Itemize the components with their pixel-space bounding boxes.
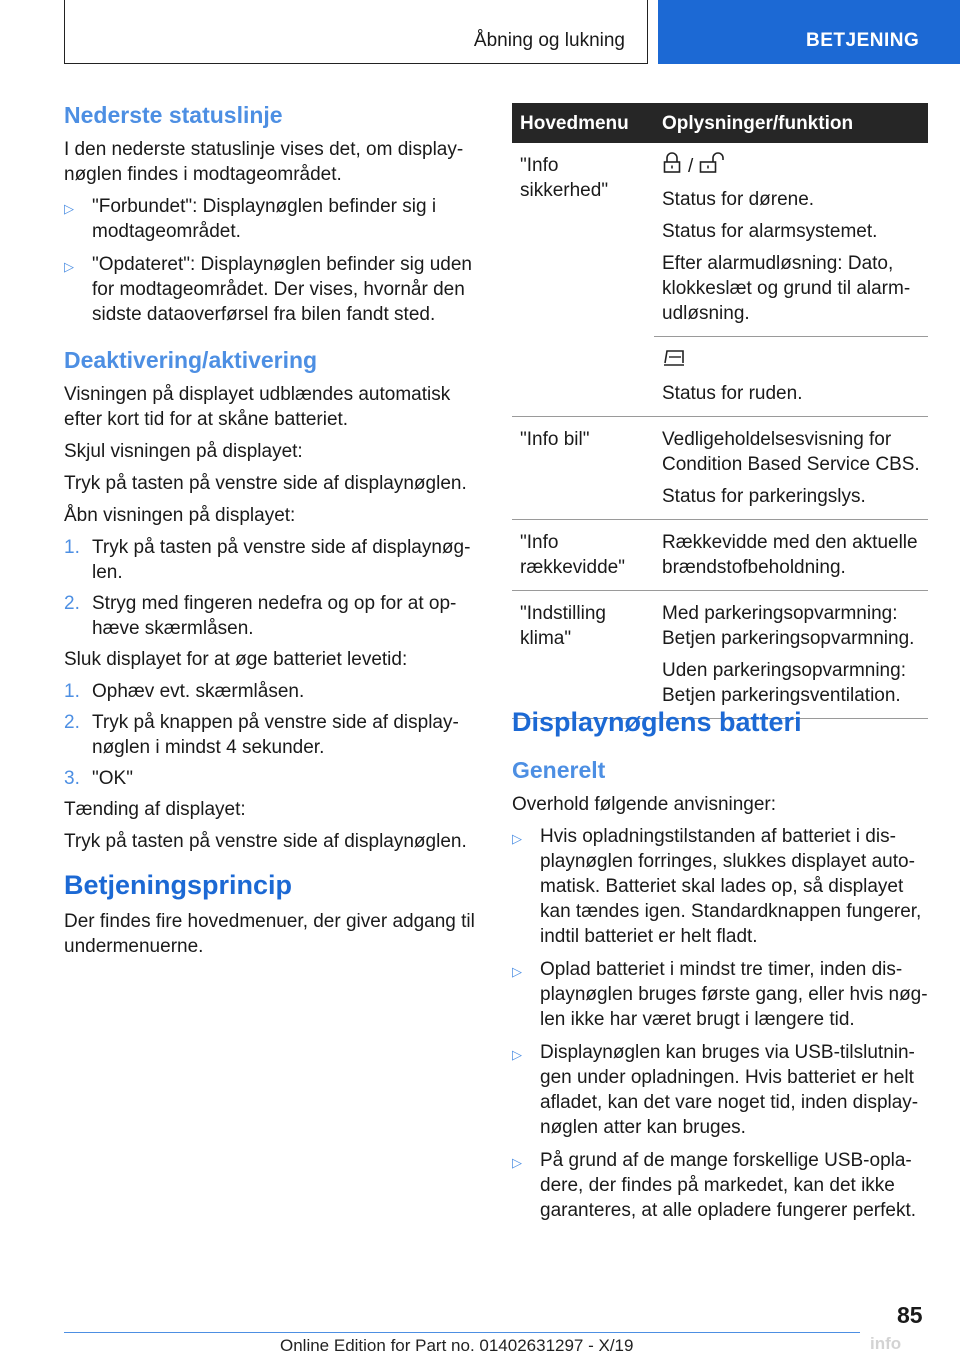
table-row	[512, 520, 928, 591]
table-row	[512, 417, 928, 520]
chapter-title: Åbning og lukning	[473, 30, 625, 51]
paragraph: Tryk på tasten på venstre side af displaynøglen.	[64, 831, 467, 852]
step-item: 1. Tryk på tasten på venstre side af displaynøg-len.	[64, 537, 471, 583]
table-row	[512, 143, 928, 337]
lock-open-icon	[699, 152, 725, 181]
table-cell: "Info rækkevidde"	[512, 520, 654, 591]
paragraph: Visningen på displayet udblændes automatisk efter kort tid for at skåne batteriet.	[64, 384, 451, 430]
table-cell: Med parkeringsopvarmning: Betjen parkeringsopvarmning. Uden parkeringsopvarmning: Betjen parkeringsventilation.	[654, 591, 928, 719]
bullet-item: ▷ "Opdateret": Displaynøglen befinder sig uden for modtageområdet. Der vises, hvornår den sidste dataoverførsel fra bilen fandt sted.	[64, 254, 472, 325]
bullet-item: ▷ Oplad batteriet i mindst tre timer, inden dis-playnøglen bruges første gang, eller hvis nøg-len ikke har været brugt i længere tid.	[512, 959, 928, 1030]
step-item: 1. Ophæv evt. skærmlåsen.	[64, 681, 305, 702]
page-number: 85	[897, 1302, 923, 1328]
header-title-box	[64, 0, 648, 64]
bullet-marker-icon: ▷	[512, 1047, 522, 1062]
bullet-item: ▷ Displaynøglen kan bruges via USB-tilslutnin-gen under opladningen. Hvis batteriet er helt afladet, kan det vare noget tid, inden display-nøglen atter kan bruges.	[512, 1042, 919, 1138]
table-header-row	[512, 103, 928, 143]
right-column	[512, 705, 928, 1231]
heading-deactivation: Deaktivering/aktivering	[64, 347, 318, 373]
bullet-marker-icon: ▷	[512, 831, 522, 846]
table-cell: "Info bil"	[512, 417, 654, 520]
icon-group	[662, 153, 920, 179]
bullet-marker-icon: ▷	[64, 259, 74, 274]
table-cell	[512, 337, 654, 417]
car-window-icon	[662, 346, 686, 375]
bullet-marker-icon: ▷	[512, 1155, 522, 1170]
paragraph: I den nederste statuslinje vises det, om display-nøglen findes i modtageområdet.	[64, 139, 464, 185]
table-cell: "Indstilling klima"	[512, 591, 654, 719]
paragraph: Skjul visningen på displayet:	[64, 441, 303, 462]
lock-closed-icon	[662, 152, 682, 181]
bullet-marker-icon: ▷	[512, 964, 522, 979]
menu-table	[512, 103, 928, 719]
table-cell: / Status for dørene. Status for alarmsystemet. Efter alarmudløsning: Dato, klokkeslæt og grund til alarm-udløsning.	[654, 143, 928, 337]
paragraph: Der findes fire hovedmenuer, der giver adgang til undermenuerne.	[64, 911, 475, 957]
heading-status: Nederste statuslinje	[64, 102, 283, 128]
footer-edition: Online Edition for Part no. 01402631297 - X/19	[280, 1336, 634, 1355]
table-cell: "Info sikkerhed"	[520, 155, 609, 201]
heading-princip: Betjeningsprincip	[64, 870, 293, 900]
table-cell: Vedligeholdelsesvisning for Condition Based Service CBS. Status for parkeringslys.	[654, 417, 928, 520]
paragraph: Overhold følgende anvisninger:	[512, 794, 777, 815]
paragraph: Åbn visningen på displayet:	[64, 505, 296, 526]
bullet-item: ▷ På grund af de mange forskellige USB-opla-dere, der findes på markedet, kan det ikke garanteres, at alle opladere fungerer perfekt.	[512, 1150, 917, 1221]
heading-battery: Displaynøglens batteri	[512, 707, 802, 737]
watermark: info	[870, 1334, 902, 1353]
bullet-marker-icon: ▷	[64, 201, 74, 216]
table-cell: Rækkevidde med den aktuelle brændstofbeholdning.	[654, 520, 928, 591]
table-row	[512, 337, 928, 417]
table-header-cell: Oplysninger/funktion	[654, 103, 928, 143]
paragraph: Tænding af displayet:	[64, 799, 246, 820]
section-tab	[658, 0, 960, 64]
paragraph: Tryk på tasten på venstre side af displaynøglen.	[64, 473, 467, 494]
step-item: 2. Tryk på knappen på venstre side af display-nøglen i mindst 4 sekunder.	[64, 712, 459, 758]
bullet-item: ▷ "Forbundet": Displaynøglen befinder sig i modtageområdet.	[64, 196, 437, 242]
section-label: BETJENING	[806, 30, 920, 51]
bullet-item: ▷ Hvis opladningstilstanden af batteriet i dis-playnøglen forringes, slukkes displayet auto-matisk. Batteriet skal lades op, så displayet kan tændes igen. Standardknappen fungerer, indtil batteriet er helt fladt.	[512, 826, 922, 947]
table-row	[512, 591, 928, 719]
step-item: 2. Stryg med fingeren nedefra og op for at op-hæve skærmlåsen.	[64, 593, 457, 639]
heading-general: Generelt	[512, 757, 606, 783]
paragraph: Sluk displayet for at øge batteriet levetid:	[64, 649, 408, 670]
footer-divider	[64, 1332, 860, 1333]
icon-separator: /	[688, 155, 694, 177]
icon-group	[662, 347, 920, 373]
step-item: 3. "OK"	[64, 768, 133, 789]
left-column	[64, 100, 480, 966]
table-header-cell: Hovedmenu	[512, 103, 654, 143]
table-cell: Status for ruden.	[654, 337, 928, 417]
